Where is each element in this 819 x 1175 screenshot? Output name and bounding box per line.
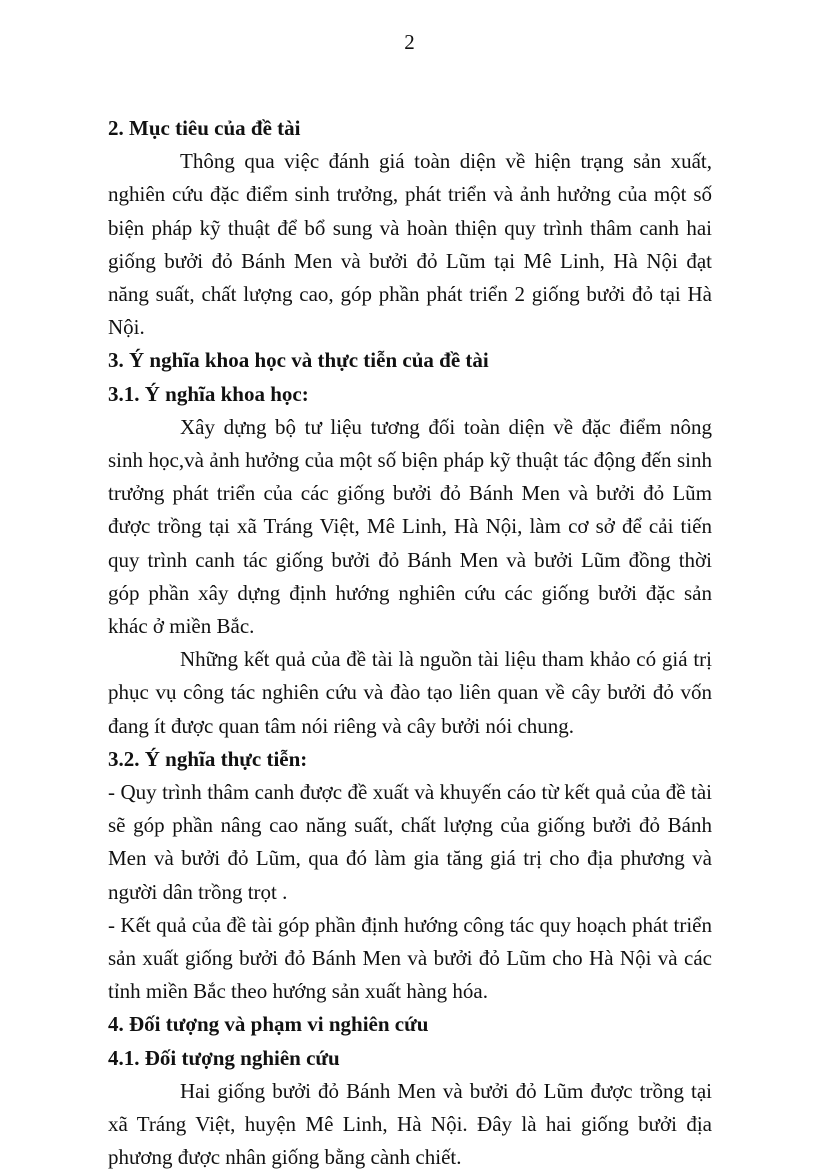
subsection-heading-subject: 4.1. Đối tượng nghiên cứu — [108, 1045, 340, 1070]
document-body — [108, 112, 712, 1175]
subsection-heading-scientific: 3.1. Ý nghĩa khoa học: — [108, 381, 309, 406]
section-heading-significance: 3. Ý nghĩa khoa học và thực tiễn của đề tài — [108, 348, 489, 373]
section-heading-scope: 4. Đối tượng và phạm vi nghiên cứu — [108, 1012, 429, 1037]
page-number: 2 — [404, 30, 415, 54]
subject-paragraph: Hai giống bưởi đỏ Bánh Men và bưởi đỏ Lũm được trồng tại xã Tráng Việt, huyện Mê Linh, Hà Nội. Đây là hai giống bưởi địa phương được nhân giống bằng cành chiết. — [108, 1078, 712, 1170]
section-heading-objective: 2. Mục tiêu của đề tài — [108, 116, 301, 140]
objective-paragraph: Thông qua việc đánh giá toàn diện về hiện trạng sản xuất, nghiên cứu đặc điểm sinh trưởng, phát triển và ảnh hưởng của một số biện pháp kỹ thuật để bổ sung và hoàn thiện quy trình thâm canh hai giống bưởi đỏ Bánh Men và bưởi đỏ Lũm tại Mê Linh, Hà Nội đạt năng suất, chất lượng cao, góp phần phát triển 2 giống bưởi đỏ tại Hà Nội. — [108, 149, 712, 340]
scientific-paragraph-1: Xây dựng bộ tư liệu tương đối toàn diện về đặc điểm nông sinh học,và ảnh hưởng của một số biện pháp kỹ thuật tác động đến sinh trưởng phát triển của các giống bưởi đỏ Bánh Men và bưởi đỏ Lũm được trồng tại xã Tráng Việt, Mê Linh, Hà Nội, làm cơ sở để cải tiến quy trình canh tác giống bưởi đỏ Bánh Men và bưởi Lũm đồng thời góp phần xây dựng định hướng nghiên cứu các giống bưởi đặc sản khác ở miền Bắc. — [108, 414, 712, 639]
practical-item-1: - Quy trình thâm canh được đề xuất và khuyến cáo từ kết quả của đề tài sẽ góp phần nâng cao năng suất, chất lượng của giống bưởi đỏ Bánh Men và bưởi đỏ Lũm, qua đó làm gia tăng giá trị cho địa phương và người dân trồng trọt . — [108, 780, 712, 904]
subsection-heading-practical: 3.2. Ý nghĩa thực tiễn: — [108, 746, 308, 771]
practical-item-2: - Kết quả của đề tài góp phần định hướng công tác quy hoạch phát triển sản xuất giống bưởi đỏ Bánh Men và bưởi đỏ Lũm cho Hà Nội và các tỉnh miền Bắc theo hướng sản xuất hàng hóa. — [108, 912, 712, 1004]
scientific-paragraph-2: Những kết quả của đề tài là nguồn tài liệu tham khảo có giá trị phục vụ công tác nghiên cứu và đào tạo liên quan về cây bưởi đỏ vốn đang ít được quan tâm nói riêng và cây bưởi nói chung. — [108, 647, 712, 738]
